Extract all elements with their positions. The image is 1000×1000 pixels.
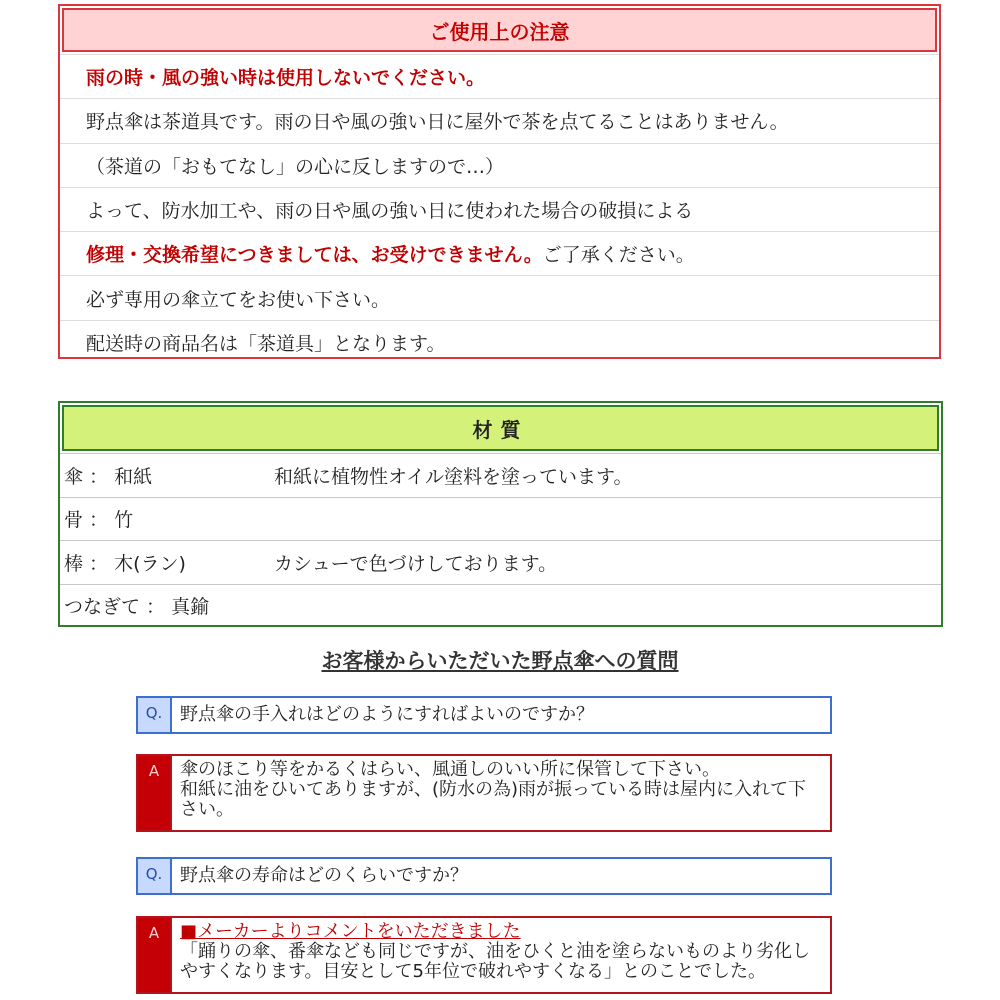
material-title: 材質 <box>62 405 939 451</box>
answer-body <box>172 756 830 830</box>
caution-row <box>60 231 939 275</box>
caution-text: よって、防水加工や、雨の日や風の強い日に使われた場合の破損による <box>86 200 694 223</box>
question-text: 野点傘の寿命はどのくらいですか？ <box>180 865 468 887</box>
answer-tag: A <box>138 918 172 992</box>
answer-line: 傘のほこり等をかるくはらい、風通しのいい所に保管して下さい。 <box>180 759 720 780</box>
caution-row <box>60 187 939 231</box>
caution-text: 雨の時・風の強い時は使用しないでください。 <box>86 67 486 90</box>
faq-question <box>136 857 832 895</box>
material-note: カシューで色づけしております。 <box>274 552 558 575</box>
caution-row <box>60 320 939 364</box>
faq-question <box>136 696 832 734</box>
answer-line: 和紙に油をひいてありますが、(防水の為)雨が振っている時は屋内に入れて下さい。 <box>180 778 807 820</box>
question-tag: Q. <box>138 698 172 732</box>
material-row <box>60 497 941 541</box>
maker-comment-heading: ■メーカーよりコメントをいただきました <box>180 921 521 942</box>
caution-row <box>60 275 939 319</box>
answer-line: 「踊りの傘、番傘なども同じですが、油をひくと油を塗らないものより劣化しやすくなります。目安として5年位で破れやすくなる」とのことでした。 <box>180 940 810 982</box>
material-row <box>60 584 941 628</box>
material-label: 傘 ： 和紙 <box>64 465 153 488</box>
material-label: 棒 ： 木(ラン) <box>64 552 186 575</box>
material-note: 和紙に植物性オイル塗料を塗っています。 <box>274 465 633 488</box>
material-row <box>60 453 941 497</box>
caution-text: 必ず専用の傘立てをお使い下さい。 <box>86 288 391 311</box>
faq-answer <box>136 754 832 832</box>
caution-row <box>60 98 939 142</box>
question-text: 野点傘の手入れはどのようにすればよいのですか？ <box>180 704 594 726</box>
answer-tag: A <box>138 756 172 830</box>
material-label: つなぎて ： 真鍮 <box>64 596 210 619</box>
material-label: 骨 ： 竹 <box>64 509 134 532</box>
caution-text: （茶道の「おもてなし」の心に反しますので…） <box>86 155 505 178</box>
caution-emphasis: 修理・交換希望につきましては、お受けできません。 <box>86 244 543 267</box>
answer-body <box>172 918 830 992</box>
material-table <box>58 401 943 627</box>
caution-text: 配送時の商品名は「茶道具」となります。 <box>86 332 446 355</box>
faq-answer <box>136 916 832 994</box>
caution-text: ご了承ください。 <box>542 244 695 267</box>
material-row <box>60 540 941 584</box>
caution-row <box>60 143 939 187</box>
question-tag: Q. <box>138 859 172 893</box>
caution-title: ご使用上の注意 <box>62 8 937 52</box>
caution-table <box>58 4 941 359</box>
caution-text: 野点傘は茶道具です。雨の日や風の強い日に屋外で茶を点てることはありません。 <box>86 111 789 134</box>
caution-row <box>60 54 939 98</box>
faq-title: お客様からいただいた野点傘への質問 <box>321 649 679 673</box>
